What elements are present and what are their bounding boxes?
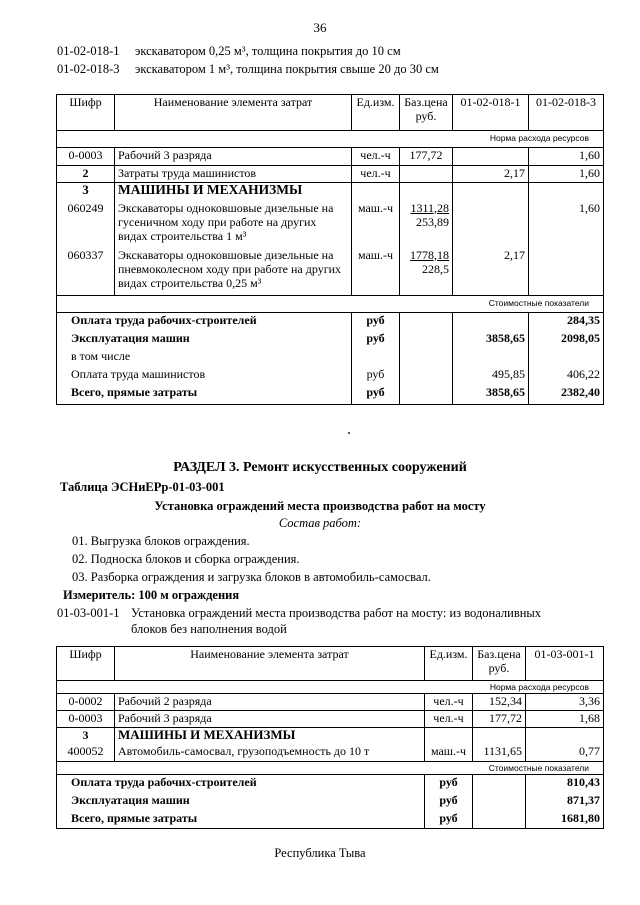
work-step: 01. Выгрузка блоков ограждения. [72,534,250,548]
col-header-code: Шифр [57,647,115,681]
col-header-norm-2: 01-02-018-3 [529,95,604,131]
norm-label-row [57,131,604,148]
group-title: МАШИНЫ И МЕХАНИЗМЫ [115,728,425,744]
norm-label-row [57,681,604,694]
measure-unit: Измеритель: 100 м ограждения [63,588,240,602]
intro-line-2 [57,62,439,77]
page-number: 36 [313,20,327,35]
col-header-norm-1: 01-02-018-1 [453,95,529,131]
cost-row: Оплата труда рабочих-строителей руб 810,43 [57,775,604,793]
group-row: 3 МАШИНЫ И МЕХАНИЗМЫ [57,728,604,744]
table-row: 400052 Автомобиль-самосвал, грузоподъемность до 10 т маш.-ч 1131,65 0,77 [57,744,604,762]
work-step: 02. Подноска блоков и сборка ограждения. [72,552,300,566]
col-header-norm-1: 01-03-001-1 [526,647,604,681]
work-title: Установка ограждений места производства работ на мосту [154,499,486,513]
table-row: 060337 Экскаваторы одноковшовые дизельные на пневмоколесном ходу при работе на других видах строительства 0,25 м³ маш.-ч 1778,18 228,5 2,17 [57,248,604,296]
intro-text: экскаватором 1 м³, толщина покрытия свыше 20 до 30 см [135,62,439,76]
group-title: МАШИНЫ И МЕХАНИЗМЫ [115,183,352,201]
intro-text: экскаватором 0,25 м³, толщина покрытия до 10 см [135,44,401,58]
col-header-code: Шифр [57,95,115,131]
cost-row: Эксплуатация машин руб 3858,65 2098,05 [57,331,604,349]
footer-region: Республика Тыва [274,846,366,860]
speck [348,432,350,434]
intro-line-1 [57,44,401,59]
table-name: Таблица ЭСНиЕРр-01-03-001 [60,480,225,494]
group-row: 3 МАШИНЫ И МЕХАНИЗМЫ [57,183,604,201]
cost-label-row [57,296,604,313]
cost-label: Стоимостные показатели [57,762,604,775]
item-text: Установка ограждений места производства работ на мосту: из водоналивных блоков без наполнения водой [131,606,542,636]
composition-title: Состав работ: [278,516,362,530]
item-description [57,605,551,637]
cost-row: в том числе [57,349,604,367]
cost-label: Стоимостные показатели [57,296,604,313]
table-row: 0-0003 Рабочий 3 разряда чел.-ч 177,72 1,68 [57,711,604,728]
col-header-base-price: Баз.цена руб. [400,95,453,131]
section-title: РАЗДЕЛ 3. Ремонт искусственных сооружений [173,460,467,475]
col-header-unit: Ед.изм. [425,647,473,681]
resource-table-2 [56,646,604,829]
cost-row: Всего, прямые затраты руб 3858,65 2382,40 [57,385,604,405]
item-code: 01-03-001-1 [57,606,120,620]
table-header-row [57,95,604,131]
cost-row: Всего, прямые затраты руб 1681,80 [57,811,604,829]
table-header-row [57,647,604,681]
cost-row: Оплата труда рабочих-строителей руб 284,35 [57,313,604,331]
norm-label: Норма расхода ресурсов [57,681,604,694]
col-header-name: Наименование элемента затрат [115,647,425,681]
work-step: 03. Разборка ограждения и загрузка блоков в автомобиль-самосвал. [72,570,431,584]
col-header-base-price: Баз.цена руб. [473,647,526,681]
intro-code: 01-02-018-3 [57,62,120,76]
table-row: 0-0002 Рабочий 2 разряда чел.-ч 152,34 3,36 [57,694,604,711]
resource-table-1 [56,94,604,405]
table-row: 060249 Экскаваторы одноковшовые дизельные на гусеничном ходу при работе на других видах строительства 1 м³ маш.-ч 1311,28 253,89 1,60 [57,201,604,248]
table-row: 0-0003 Рабочий 3 разряда чел.-ч 177,72 1,60 [57,148,604,166]
cost-row: Оплата труда машинистов руб 495,85 406,22 [57,367,604,385]
cost-row: Эксплуатация машин руб 871,37 [57,793,604,811]
table-row: 2 Затраты труда машинистов чел.-ч 2,17 1,60 [57,166,604,183]
cost-label-row [57,762,604,775]
norm-label: Норма расхода ресурсов [57,131,604,148]
col-header-unit: Ед.изм. [352,95,400,131]
intro-code: 01-02-018-1 [57,44,120,58]
col-header-name: Наименование элемента затрат [115,95,352,131]
